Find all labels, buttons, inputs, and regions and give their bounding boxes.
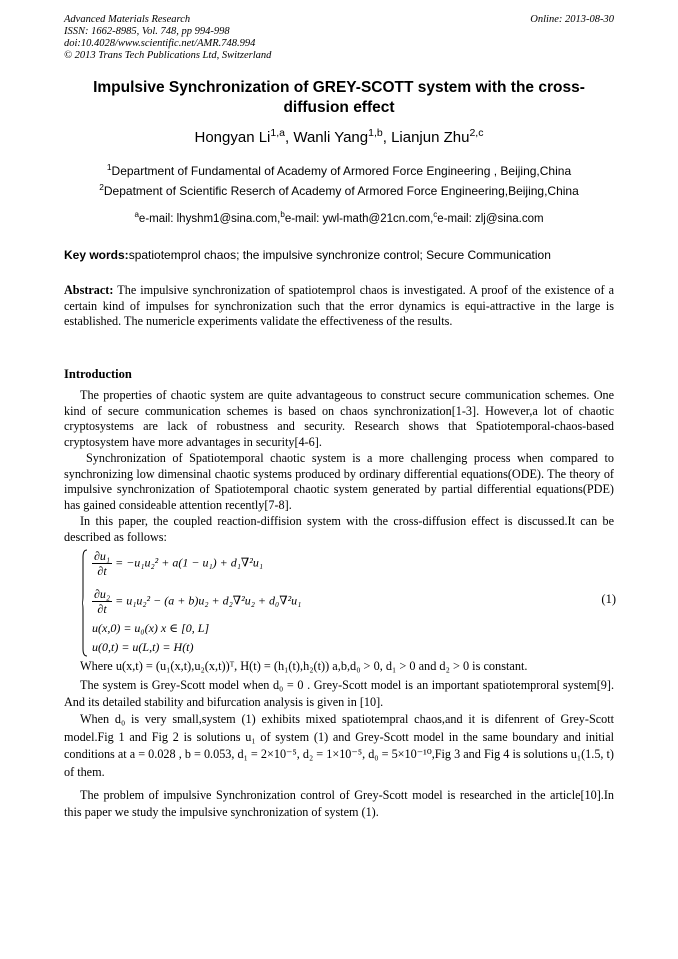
author-name: Wanli Yang: [293, 129, 369, 146]
equation-line-3: u(x,0) = u₀(x) x ∈ [0, L]: [92, 621, 210, 635]
email-text: e-mail: lhyshm1@sina.com,: [138, 213, 281, 225]
intro-paragraph-2: Synchronization of Spatiotemporal chaotic system is a more challenging process when compared to synchronizing low dimensinal chaotic systems produced by ordinary differential equations(ODE). The theory of impulsive synchronization of Spatiotemporal chaotic system generated by partial differential equations(PDE) has gained consideable attention recently[7-8].: [64, 451, 614, 512]
intro-paragraph-3: In this paper, the coupled reaction-diffision system with the cross-diffusion effect is discussed.It can be described as follows:: [64, 514, 614, 544]
when-paragraph: When d₀ is very small,system (1) exhibits mixed spatiotempral chaos,and it is difenrent of Grey-Scott model.Fig 1 and Fig 2 is solutions u₁ of system (1) and Grey-Scott model in the same boundary and initial conditions at a = 0.028 , b = 0.053, d₁ = 2×10⁻⁵, d₂ = 1×10⁻⁵, d₀ = 5×10⁻¹⁰,Fig 3 and Fig 4 is solutions u₁(1.5, t) of them.: [64, 712, 614, 779]
intro-paragraph-1: The properties of chaotic system are quite advantageous to construct secure communication schemes. One kind of secure communication schemes is based on chaos synchronization[1-3]. However,a lot of chaotic cryptosystems are lack of robustness and security. Research shows that Spatiotemporal-chaos-based cryptosystem have more advantages in security[4-6].: [64, 388, 614, 449]
equation-line-1: [92, 549, 263, 578]
email-superscript: a: [134, 210, 139, 220]
author-name: Hongyan Li: [194, 129, 271, 146]
fraction-denominator: ∂t: [97, 564, 107, 578]
author-superscript: 1,a: [270, 127, 285, 139]
equation-rhs: = u₁u₂² − (a + b)u₂ + d₂∇²u₂ + d₀∇²u₁: [115, 593, 302, 608]
author-list: [64, 129, 614, 146]
journal-name: Advanced Materials Research: [64, 14, 191, 25]
section-heading-introduction: Introduction: [64, 367, 132, 381]
title-line-2: diffusion effect: [283, 99, 395, 116]
fraction-numerator: ∂u₁: [94, 549, 111, 563]
abstract-label: Abstract:: [64, 283, 114, 297]
left-brace-icon: [82, 549, 88, 657]
author-separator: ,: [382, 129, 392, 146]
equation-system-1: [82, 549, 622, 659]
abstract: [64, 283, 614, 330]
affiliation-1: [64, 164, 614, 178]
greyscott-paragraph: The system is Grey-Scott model when d₀ = 0 . Grey-Scott model is an important spatiotemproral system[9]. And its detailed stability and bifurcation analysis is given in [10].: [64, 678, 614, 709]
author-superscript: 1,b: [368, 127, 383, 139]
doi-line: doi:10.4028/www.scientific.net/AMR.748.994: [64, 38, 256, 49]
keywords-text: spatiotemprol chaos; the impulsive synchronize control; Secure Communication: [128, 248, 551, 262]
author-separator: ,: [285, 129, 294, 146]
keywords: [64, 248, 614, 262]
copyright-line: © 2013 Trans Tech Publications Ltd, Switzerland: [64, 50, 272, 61]
online-date: Online: 2013-08-30: [530, 14, 614, 25]
fraction-numerator: ∂u₂: [94, 587, 111, 601]
author-name: Lianjun Zhu: [391, 129, 470, 146]
email-line: [64, 210, 614, 225]
issn-line: ISSN: 1662-8985, Vol. 748, pp 994-998: [64, 26, 230, 37]
email-superscript: c: [433, 210, 438, 220]
equation-rhs: = −u₁u₂² + a(1 − u₁) + d₁∇²u₁: [115, 555, 264, 570]
affiliation-superscript: 2: [99, 182, 104, 192]
email-text: e-mail: ywl-math@21cn.com,: [284, 213, 434, 225]
paper-title: [64, 78, 614, 118]
abstract-text: The impulsive synchronization of spatiotemprol chaos is investigated. A proof of the existence of a certain kind of impulses for synchronization such that the error dynamics is equi-attractive in the large is established. The numericle experiments validate the effectiveness of the results.: [64, 283, 614, 329]
affiliation-text: Department of Fundamental of Academy of Armored Force Engineering , Beijing,China: [111, 164, 572, 178]
keywords-label: Key words:: [64, 248, 129, 262]
affiliation-superscript: 1: [106, 162, 112, 172]
fraction-denominator: ∂t: [97, 602, 107, 616]
partial-fraction: [92, 587, 112, 616]
email-superscript: b: [280, 210, 285, 220]
title-line-1: Impulsive Synchronization of GREY-SCOTT system with the cross-: [93, 79, 585, 96]
affiliation-text: Depatment of Scientific Reserch of Academy of Armored Force Engineering,Beijing,China: [103, 184, 579, 198]
where-line: Where u(x,t) = (u₁(x,t),u₂(x,t))ᵀ, H(t) = (h₁(t),h₂(t)) a,b,d₀ > 0, d₁ > 0 and d₂ > 0 is constant.: [80, 659, 528, 673]
email-text: e-mail: zlj@sina.com: [437, 213, 544, 225]
journal-header: [64, 14, 271, 62]
equation-line-2: [92, 587, 301, 616]
equation-number: (1): [601, 592, 616, 606]
equation-line-4: u(0,t) = u(L,t) = H(t): [92, 640, 194, 654]
author-superscript: 2,c: [469, 127, 484, 139]
partial-fraction: [92, 549, 112, 578]
affiliation-2: [64, 184, 614, 198]
problem-paragraph: The problem of impulsive Synchronization control of Grey-Scott model is researched in the article[10].In this paper we study the impulsive synchronization of system (1).: [64, 788, 614, 819]
